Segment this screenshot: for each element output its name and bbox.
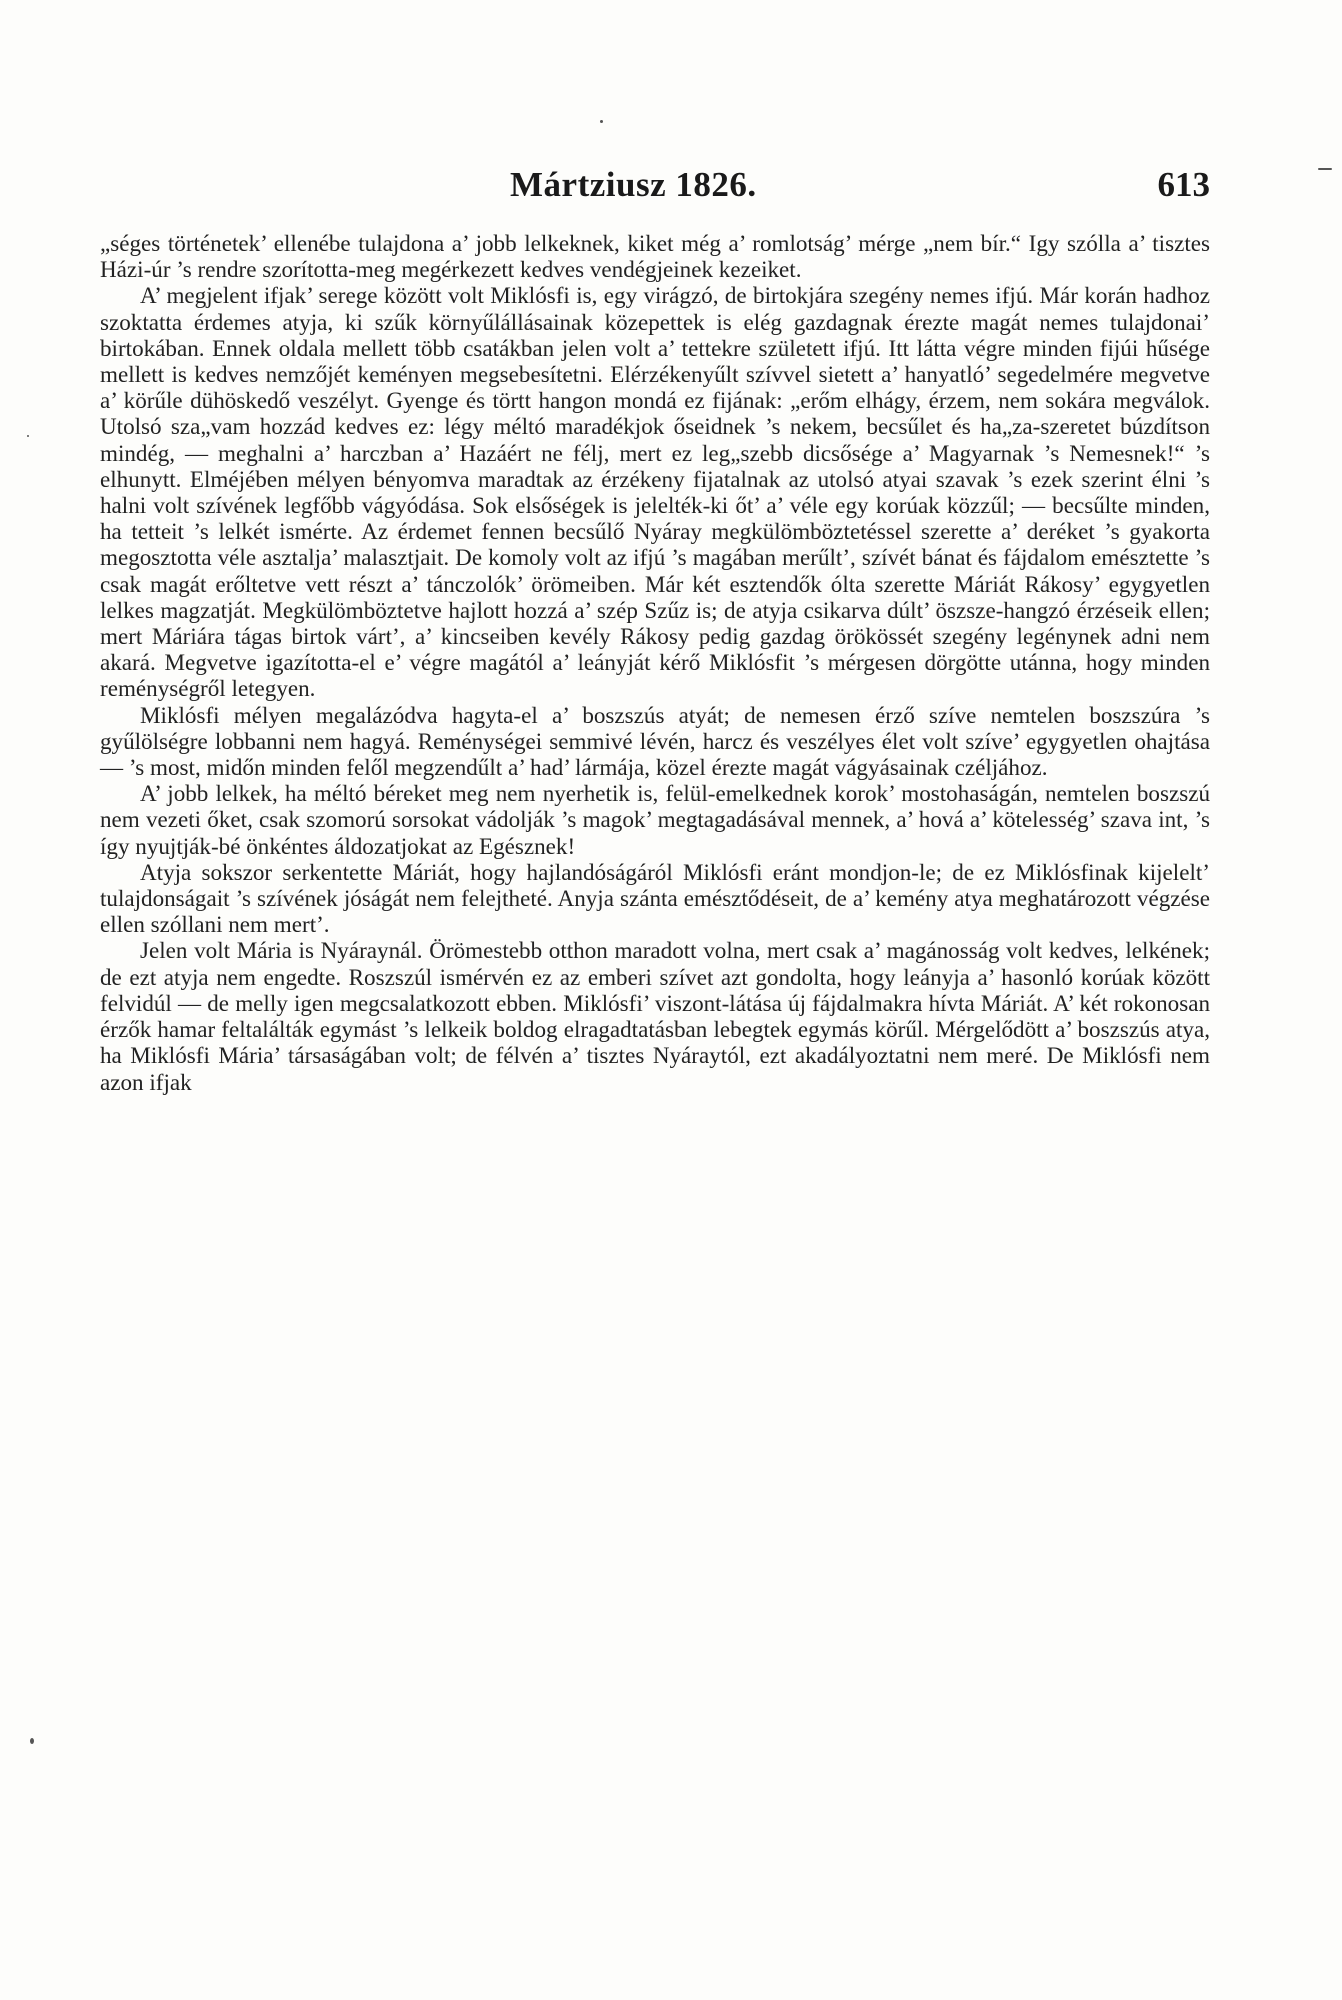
paragraph-3: Miklósfi mélyen megalázódva hagyta-el a’ boszszús atyát; de nemesen érző szíve nemtelen boszszúra ’s gyűlölségre lobbanni nem hagyá. Reménységei semmivé lévén, harcz és veszélyes élet volt szíve’ egygyetlen ohajtása — ’s most, midőn minden felől megzendűlt a’ had’ lármája, közel érezte magát vágyásainak czéljához. [100,701,1210,781]
running-title: Mártziusz 1826. [510,165,757,204]
body-text [100,230,1210,1095]
paragraph-1: „séges történetek’ ellenébe tulajdona a’ jobb lelkeknek, kiket még a’ romlotság’ mérge „nem bír.“ Igy szólla a’ tisztes Házi-úr ’s rendre szorította-meg megérkezett kedves vendégjeinek kezeiket. [100,230,1210,283]
paragraph-5: Atyja sokszor serkentette Máriát, hogy hajlandóságáról Miklósfi eránt mondjon-le; de ez Miklósfinak kijelelt’ tulajdonságait ’s szívének jóságát nem felejtheté. Anyja szánta emésztődéseit, de a’ kemény atya meghatározott végzése ellen szóllani nem mert’. [100,858,1210,938]
paragraph-4: A’ jobb lelkek, ha méltó béreket meg nem nyerhetik is, felül-emelkednek korok’ mostohaságán, nemtelen boszszú nem vezeti őket, csak szomorú sorsokat vádolják ’s magok’ megtagadásával mennek, a’ hová a’ kötelesség’ szava int, ’s így nyujtják-bé önkéntes áldozatjokat az Egésznek! [100,780,1210,859]
page-header [100,165,1210,225]
page-number: 613 [1157,165,1210,204]
scan-speck [27,435,29,437]
paragraph-2: A’ megjelent ifjak’ serege között volt Miklósfi is, egy virágzó, de birtokjára szegény nemes ifjú. Már korán hadhoz szoktatta érdemes atyja, ki szűk környűlállásainak közepettek is elég gazdagnak érezte magát nemes tulajdonai’ birtokában. Ennek oldala mellett több csatákban jelen volt a’ tettekre született ifjú. Itt látta végre minden fijúi hűsége mellett is kedves nemzőjét keményen megsebesítetni. Elérzékenyűlt szívvel sietett a’ hanyatló’ segedelmére megvetve a’ körűle dühöskedő veszélyt. Gyenge és törtt hangon mondá ez fijának: „erőm elhágy, érzem, nem sokára megválok. Utolsó sza„vam hozzád kedves ez: légy méltó maradékjok őseidnek ’s nekem, becsűlet és ha„za-szeretet búzdítson mindég, — meghalni a’ harczban a’ Hazáért ne félj, mert ez leg„szebb dicsősége a’ Magyarnak ’s Nemesnek!“ ’s elhunytt. Elméjében mélyen bényomva maradtak az érzékeny fijatalnak az utolsó atyai szavak ’s ezek szerint élni ’s halni volt szívének legfőbb vágyódása. Sok elsőségek is jelelték-ki őt’ a’ véle egy korúak közzűl; — becsűlte minden, ha tetteit ’s lelkét ismérte. Az érdemet fennen becsűlő Nyáray megkülömböztetéssel szerette a’ deréket ’s gyakorta megosztotta véle asztalja’ malasztjait. De komoly volt az ifjú ’s magában merűlt’, szívét bánat és fájdalom emésztette ’s csak magát erőltetve vett részt a’ tánczolók’ örömeiben. Már két esztendők ólta szerette Máriát Rákosy’ egygyetlen lelkes magzatját. Megkülömböztetve hajlott hozzá a’ szép Szűz is; de atyja csikarva dúlt’ öszsze-hangzó érzéseik ellen; mert Máriára tágas birtok várt’, a’ kincseiben kevély Rákosy pedig gazdag örökössét szegény legénynek adni nem akará. Megvetve igazította-el e’ végre magától a’ leányját kérő Miklósfit ’s mérgesen dörgötte utánna, hogy minden reménységről letegyen. [100,282,1210,702]
paragraph-6: Jelen volt Mária is Nyáraynál. Örömestebb otthon maradott volna, mert csak a’ magánosság volt kedves, lelkének; de ezt atyja nem engedte. Roszszúl ismérvén ez az emberi szívet azt gondolta, hogy leányja a’ hasonló korúak között felvidúl — de melly igen megcsalatkozott ebben. Miklósfi’ viszont-látása új fájdalmakra hívta Máriát. A’ két rokonosan érzők hamar feltalálták egymást ’s lelkeik boldog elragadtatásban lebegtek egymás körűl. Mérgelődött a’ boszszús atya, ha Miklósfi Mária’ társaságában volt; de félvén a’ tisztes Nyáraytól, ezt akadályoztatni nem meré. De Miklósfi nem azon ifjak [100,937,1210,1095]
scan-speck [30,1738,34,1744]
scan-speck [600,120,603,123]
scan-speck [1318,168,1332,170]
